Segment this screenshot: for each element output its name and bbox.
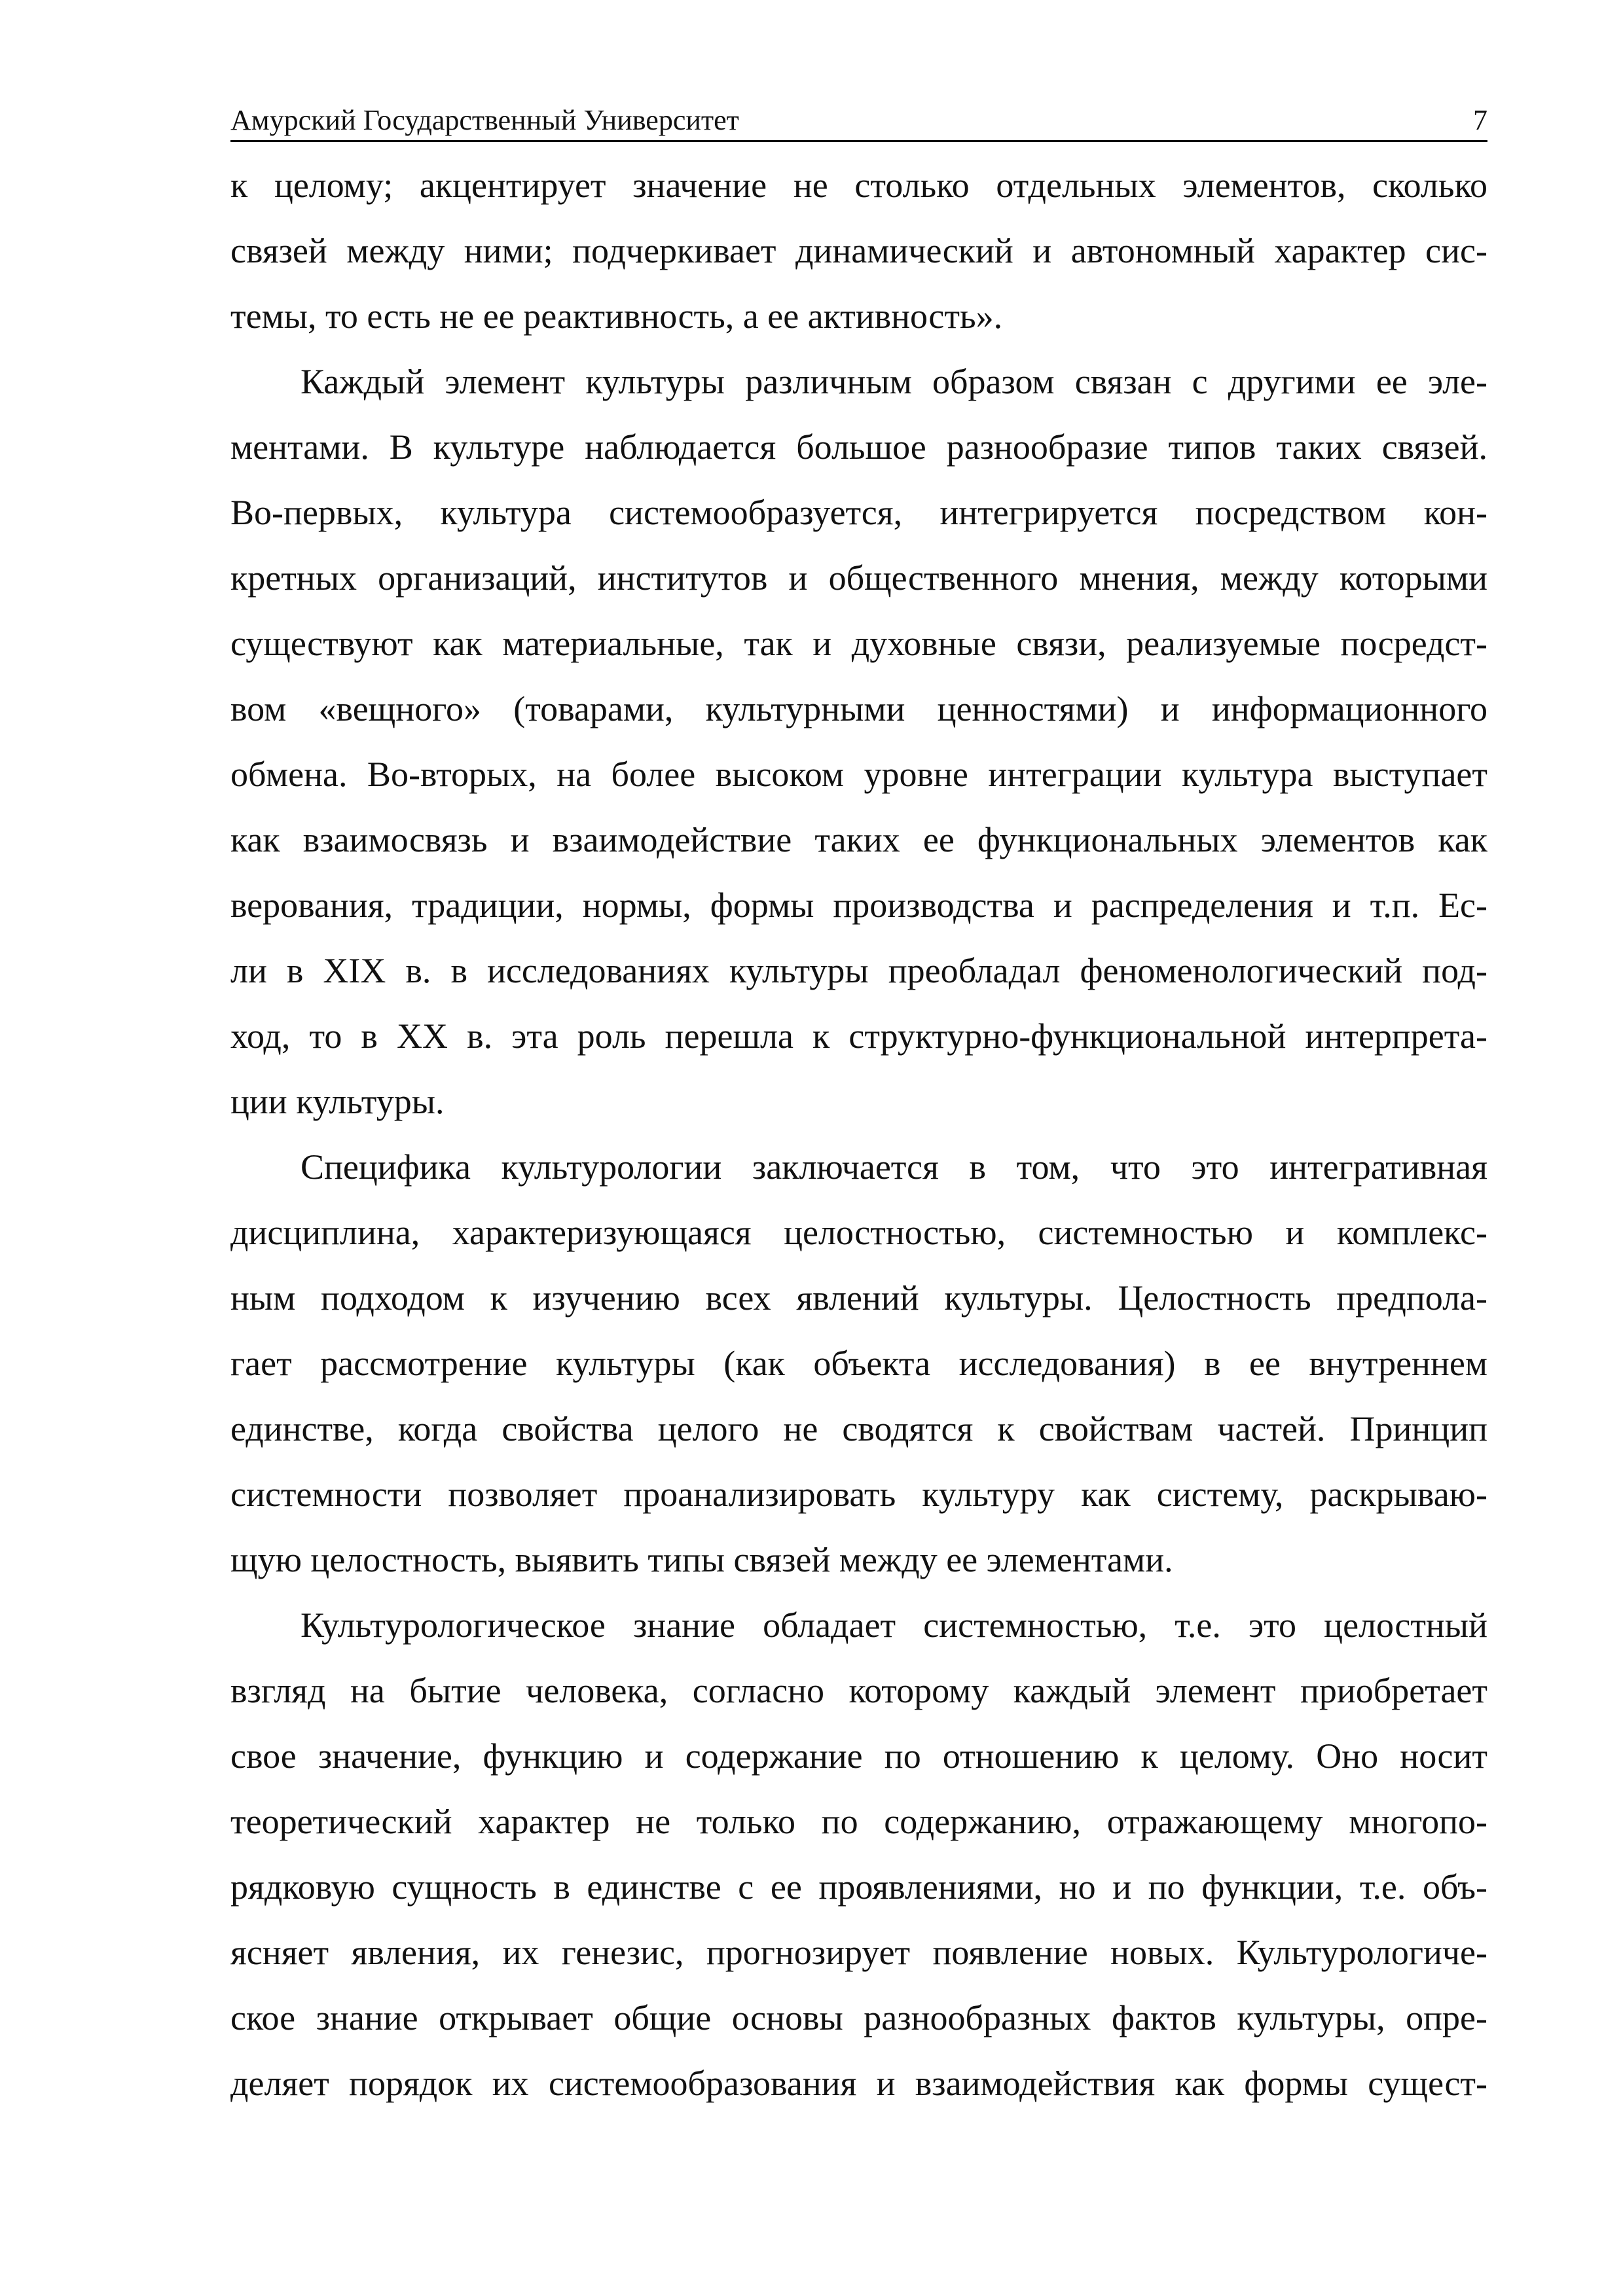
text-line: теоретический характер не только по содержанию, отражающему многопо- [230,1802,1487,1841]
header-title: Амурский Государственный Университет [230,104,739,136]
text-line: вом «вещного» (товарами, культурными ценностями) и информационного [230,689,1487,728]
text-line: кретных организаций, институтов и общественного мнения, между которыми [230,558,1487,598]
text-line: обмена. Во-вторых, на более высоком уровне интеграции культура выступает [230,755,1487,794]
paragraph [230,1134,1487,1592]
text-line: гает рассмотрение культуры (как объекта исследования) в ее внутреннем [230,1344,1487,1383]
paragraph [230,1592,1487,2116]
text-line: существуют как материальные, так и духовные связи, реализуемые посредст- [230,624,1487,663]
text-line: как взаимосвязь и взаимодействие таких ее функциональных элементов как [230,820,1487,859]
text-line: Культурологическое знание обладает системностью, т.е. это целостный [301,1605,1487,1645]
text-line: ли в XIX в. в исследованиях культуры преобладал феноменологический под- [230,951,1487,990]
document-body [230,152,1487,2116]
text-line: Каждый элемент культуры различным образом связан с другими ее эле- [301,362,1487,401]
page-header [230,92,1487,142]
text-line: системности позволяет проанализировать культуру как систему, раскрываю- [230,1475,1487,1514]
text-line: взгляд на бытие человека, согласно которому каждый элемент приобретает [230,1671,1487,1710]
paragraph [230,349,1487,1134]
text-line: дисциплина, характеризующаяся целостностью, системностью и комплекс- [230,1213,1487,1252]
paragraph [230,152,1487,349]
text-line: ясняет явления, их генезис, прогнозирует появление новых. Культурологиче- [230,1933,1487,1972]
text-line: к целому; акцентирует значение не столько отдельных элементов, сколько [230,166,1487,205]
page-number: 7 [1473,104,1487,136]
text-line: деляет порядок их системообразования и взаимодействия как формы сущест- [230,2064,1487,2103]
text-line: единстве, когда свойства целого не сводятся к свойствам частей. Принцип [230,1409,1487,1448]
text-line: ход, то в XX в. эта роль перешла к структурно-функциональной интерпрета- [230,1016,1487,1056]
text-line: связей между ними; подчеркивает динамический и автономный характер сис- [230,231,1487,270]
text-line: темы, то есть не ее реактивность, а ее активность». [230,296,1003,336]
text-line: ным подходом к изучению всех явлений культуры. Целостность предпола- [230,1278,1487,1318]
text-line: рядковую сущность в единстве с ее проявлениями, но и по функции, т.е. объ- [230,1867,1487,1907]
text-line: Во-первых, культура системообразуется, интегрируется посредством кон- [230,493,1487,532]
text-line: свое значение, функцию и содержание по отношению к целому. Оно носит [230,1736,1487,1776]
text-line: верования, традиции, нормы, формы производства и распределения и т.п. Ес- [230,886,1487,925]
text-line: Специфика культурологии заключается в том, что это интегративная [301,1147,1487,1187]
text-line: ментами. В культуре наблюдается большое разнообразие типов таких связей. [230,427,1487,467]
text-line: ское знание открывает общие основы разнообразных фактов культуры, опре- [230,1998,1487,2037]
text-line: щую целостность, выявить типы связей между ее элементами. [230,1540,1173,1579]
text-line: ции культуры. [230,1082,445,1121]
